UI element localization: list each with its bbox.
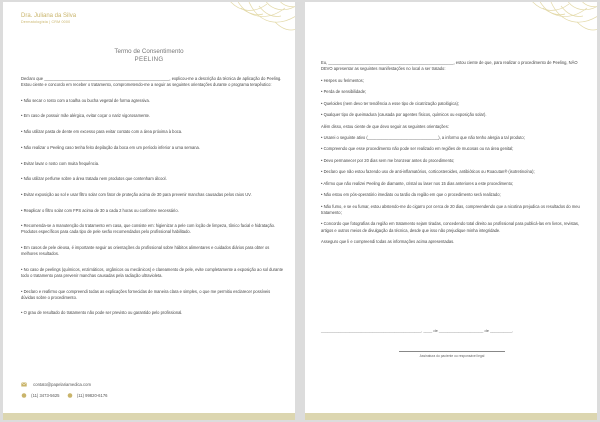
paragraph: Além disso, estou ciente de que devo seguir as seguintes orientações: bbox=[321, 123, 449, 129]
whatsapp-icon bbox=[67, 393, 73, 398]
list-item: • Não estou em pós-operatório imediato ou tardio da região em que o procedimento será realizado; bbox=[321, 192, 501, 198]
list-item: • Declaro e reafirmo que compreendi todas as explicações fornecidas de maneira clara e simples, o que me permitiu esclarecer possíveis dúvidas sobre o procedimento. bbox=[21, 288, 271, 300]
paragraph: Eu, _______________________________________________________, estou ciente de que, para realizar o procedimento de Peeling, NÃO DEVO apresentar as seguintes manifestações no local a ser tratado: bbox=[321, 60, 578, 72]
list-item: • Evitar exposição ao sol e usar filtro solar com fator de proteção acima de 30 para prevenir manchas causadas pelos raios UV. bbox=[21, 191, 252, 197]
list-item: • Compreendo que esse procedimento não pode ser realizado em regiões de mucosas ou na área genital; bbox=[321, 146, 514, 152]
signature-line bbox=[399, 351, 505, 352]
signature-date-line: _____________________________________________, ____ de ____________________ de __________. bbox=[321, 328, 514, 333]
list-item: • Devo permanecer por 20 dias sem me bronzear antes do procedimento; bbox=[321, 157, 455, 163]
paragraph: Declaro que _______________________________________________________, explicou-me a descrição da técnica de aplicação do Peeling. Estou ciente e concordo em receber o tratamento, comprometendo-me a seguir as seguintes orientações durante o programa terapêutico: bbox=[21, 76, 282, 88]
contact-phone-row bbox=[21, 393, 221, 398]
leaf-pattern-decoration bbox=[219, 2, 295, 40]
list-item: • Não secar o rosto com a toalha ou bucha vegetal de forma agressiva. bbox=[21, 97, 150, 103]
list-item: • Queloides (nem devo ter tendência a esse tipo de cicatrização patológica); bbox=[321, 100, 459, 106]
list-item: • Herpes ou ferimentos; bbox=[321, 77, 364, 83]
footer-band bbox=[3, 413, 295, 420]
list-item: • Em caso de possuir mãe alérgica, evitar coçar o nariz vigorosamente. bbox=[21, 113, 151, 119]
list-item: • Em casos de pele oleosa, é importante seguir as orientações do profissional sobre hábitos alimentares e cuidados diários para obter os melhores resultados. bbox=[21, 245, 270, 257]
list-item: • Qualquer tipo de queimadura (causada por agentes físicos, químicos ou exposição solar). bbox=[321, 112, 487, 118]
phone-icon bbox=[21, 393, 27, 398]
list-item: • Declaro que não estou fazendo uso de anti-inflamatórios, corticosteroides, antibióticos ou Roacutan® (isotretinoína); bbox=[321, 169, 535, 175]
list-item: • Não fumo, e se eu fumar, estou abstendo-me do cigarro por cerca de 20 dias, compreendendo que a nicotina prejudica os resultados do meu tratamento; bbox=[321, 203, 580, 215]
list-item: • Usarei o seguinte ativo (_______________________________), a informo que não tenho alergia a tal produto; bbox=[321, 135, 525, 140]
list-item: • Concordo que fotografias da região em tratamento sejam tiradas, concedendo total direito ao profissional para publicá-las em livros, revistas, artigos e outros meios de divulgação da técnica, desde que isso não prejudique minha integridade. bbox=[321, 221, 580, 233]
contact-phone-1: (11) 3473-5625 bbox=[31, 393, 60, 398]
signature-caption: Assinatura do paciente ou responsável legal bbox=[419, 354, 485, 358]
list-item: • Reaplicar o filtro solar com FPS acima de 30 a cada 2 horas ou conforme necessário. bbox=[21, 207, 179, 213]
document-title: Termo de Consentimento bbox=[114, 48, 184, 55]
doctor-name: Dra. Juliana da Silva bbox=[21, 13, 77, 19]
list-item: • O grau de resultado do tratamento não pode ser previsto ou garantido pelo profissional. bbox=[21, 310, 183, 316]
list-item: • Não realizar o Peeling caso tenha feito depilação da boca em um período inferior a uma semana. bbox=[21, 144, 200, 150]
list-item: • Evitar lavar o rosto com muita frequência. bbox=[21, 160, 100, 166]
list-item: • Afirmo que não realizei Peeling de diamante, cristal ou laser nos 15 dias anteriores a este procedimento; bbox=[321, 180, 514, 186]
envelope-icon bbox=[21, 382, 27, 387]
list-item: • No caso de peelings (químicos, enzimáticos, orgânicos ou mecânicos) e clareamento de pele, evite completamente a exposição ao sol durante todo o tratamento para prevenir manchas causadas pela radiação ultravioleta. bbox=[21, 266, 283, 278]
list-item: • Recomenda-se a manutenção do tratamento em casa, que consiste em: higienizar a pele com loção de limpeza, tônico facial e hidratação. Produtos específicos para cada tipo de pele serão recomendados pelo profissional habilitado. bbox=[21, 223, 276, 235]
right-page-body bbox=[321, 60, 583, 251]
leaf-pattern-decoration bbox=[521, 2, 597, 40]
list-item: • Não utilizar perfume sobre a área tratada nem produtos que contenham álcool. bbox=[21, 176, 167, 182]
page-left bbox=[3, 2, 295, 420]
footer-band bbox=[305, 413, 597, 420]
doctor-subtitle: Dermatologista | CRM 0000 bbox=[21, 20, 71, 24]
document-subject: PEELING bbox=[134, 56, 164, 63]
left-page-body bbox=[21, 76, 283, 326]
paragraph: Asseguro que li e compreendi todas as informações acima apresentadas. bbox=[321, 239, 455, 245]
contact-email-row bbox=[21, 382, 221, 387]
page-right bbox=[305, 2, 597, 420]
contact-phone-2: (11) 99820-6176 bbox=[76, 393, 108, 398]
contact-email: contato@papelariamedica.com bbox=[33, 382, 91, 387]
list-item: • Perda de sensibilidade; bbox=[321, 89, 367, 95]
list-item: • Não utilizar pasta de dente em excesso para evitar contato com a área próxima à boca. bbox=[21, 129, 183, 135]
